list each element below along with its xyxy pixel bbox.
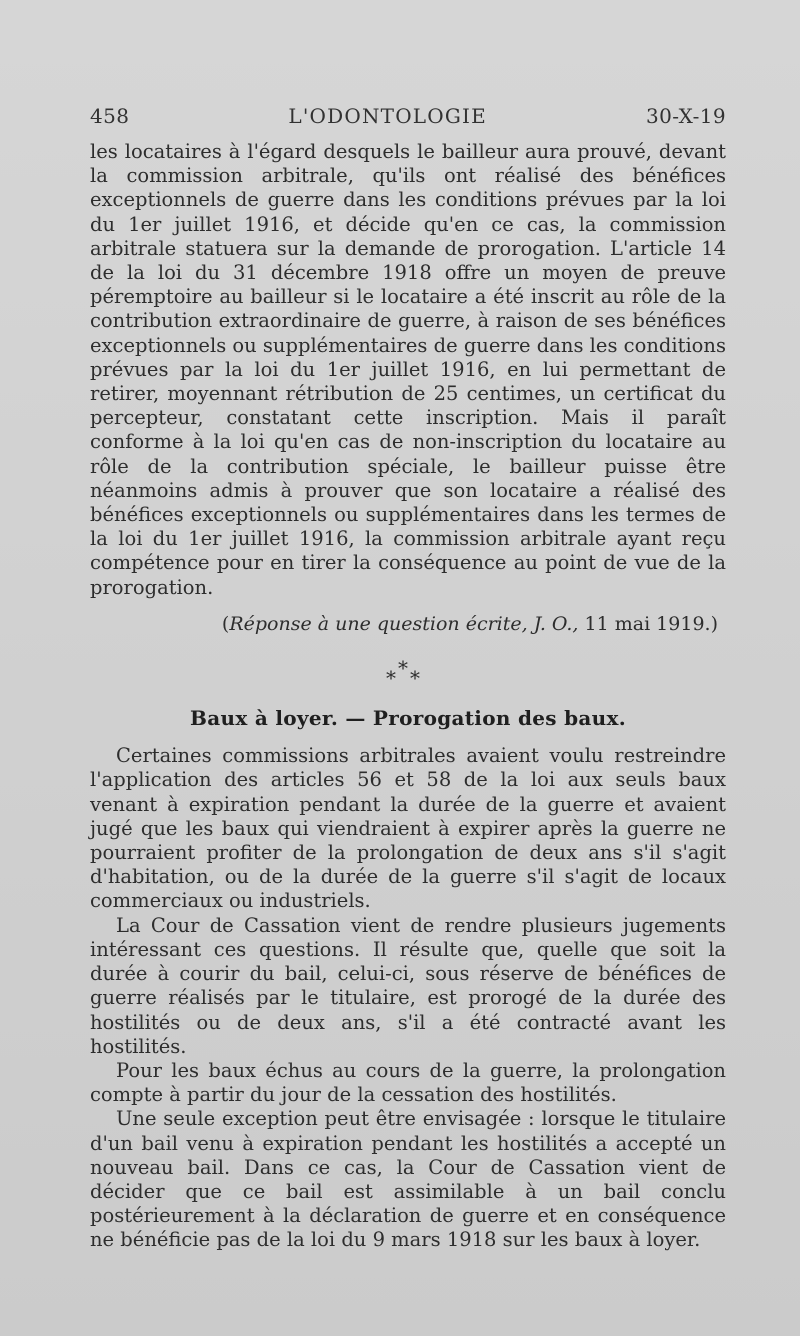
page-number: 458 (90, 104, 130, 128)
citation-source: Réponse à une question écrite, J. O., (229, 612, 579, 635)
citation-open: ( (221, 612, 230, 635)
citation-date: 11 mai 1919.) (578, 612, 718, 635)
citation (90, 612, 726, 636)
asterisk-right: * (410, 666, 420, 691)
body-text (90, 140, 726, 1253)
paragraph: Certaines commissions arbitrales avaient voulu restreindre l'application des articles 56 et 58 de la loi aux seuls baux venant à expiration pendant la durée de la guerre et avaient jugé que les baux qui viendraient à expirer après la guerre ne pourraient profiter de la prolongation de deux ans s'il s'agit d'habitation, ou de la durée de la guerre s'il s'agit de locaux commerciaux ou industriels. (90, 744, 726, 913)
running-header (90, 104, 726, 132)
asterism-separator (90, 658, 726, 690)
paragraph: La Cour de Cassation vient de rendre plusieurs jugements intéressant ces questions. Il résulte que, quelle que soit la durée à courir du bail, celui-ci, sous réserve de bénéfices de guerre réalisés par le titulaire, est prorogé de la durée des hostilités ou de deux ans, s'il a été contracté avant les hostilités. (90, 913, 726, 1058)
asterisk-left: * (386, 666, 396, 691)
asterisk-top: * (398, 656, 408, 681)
issue-date: 30-X-19 (645, 104, 726, 128)
paragraph-continued: les locataires à l'égard desquels le bailleur aura prouvé, devant la commission arbitrale, qu'ils ont réalisé des bénéfices exceptionnels de guerre dans les conditions prévues par la loi du 1er juillet 1916, et décide qu'en ce cas, la commission arbitrale statuera sur la demande de prorogation. L'article 14 de la loi du 31 décembre 1918 offre un moyen de preuve péremptoire au bailleur si le locataire a été inscrit au rôle de la contribution extraordinaire de guerre, à raison de ses bénéfices exceptionnels ou supplémentaires de guerre dans les conditions prévues par la loi du 1er juillet 1916, en lui permettant de retirer, moyennant rétribution de 25 centimes, un certificat du percepteur, constatant cette inscription. Mais il paraît conforme à la loi qu'en cas de non-inscription du locataire au rôle de la contribution spéciale, le bailleur puisse être néanmoins admis à prouver que son locataire a réalisé des bénéfices exceptionnels ou supplémentaires dans les termes de la loi du 1er juillet 1916, la commission arbitrale ayant reçu compétence pour en tirer la conséquence au point de vue de la prorogation. (90, 140, 726, 599)
section-heading: Baux à loyer. — Prorogation des baux. (190, 706, 626, 731)
paragraph: Une seule exception peut être envisagée : lorsque le titulaire d'un bail venu à expiration pendant les hostilités a accepté un nouveau bail. Dans ce cas, la Cour de Cassation vient de décider que ce bail est assimilable à un bail conclu postérieurement à la déclaration de guerre et en conséquence ne bénéficie pas de la loi du 9 mars 1918 sur les baux à loyer. (90, 1107, 726, 1252)
paragraph: Pour les baux échus au cours de la guerre, la prolongation compte à partir du jour de la cessation des hostilités. (90, 1058, 726, 1107)
journal-title: L'ODONTOLOGIE (288, 104, 487, 128)
